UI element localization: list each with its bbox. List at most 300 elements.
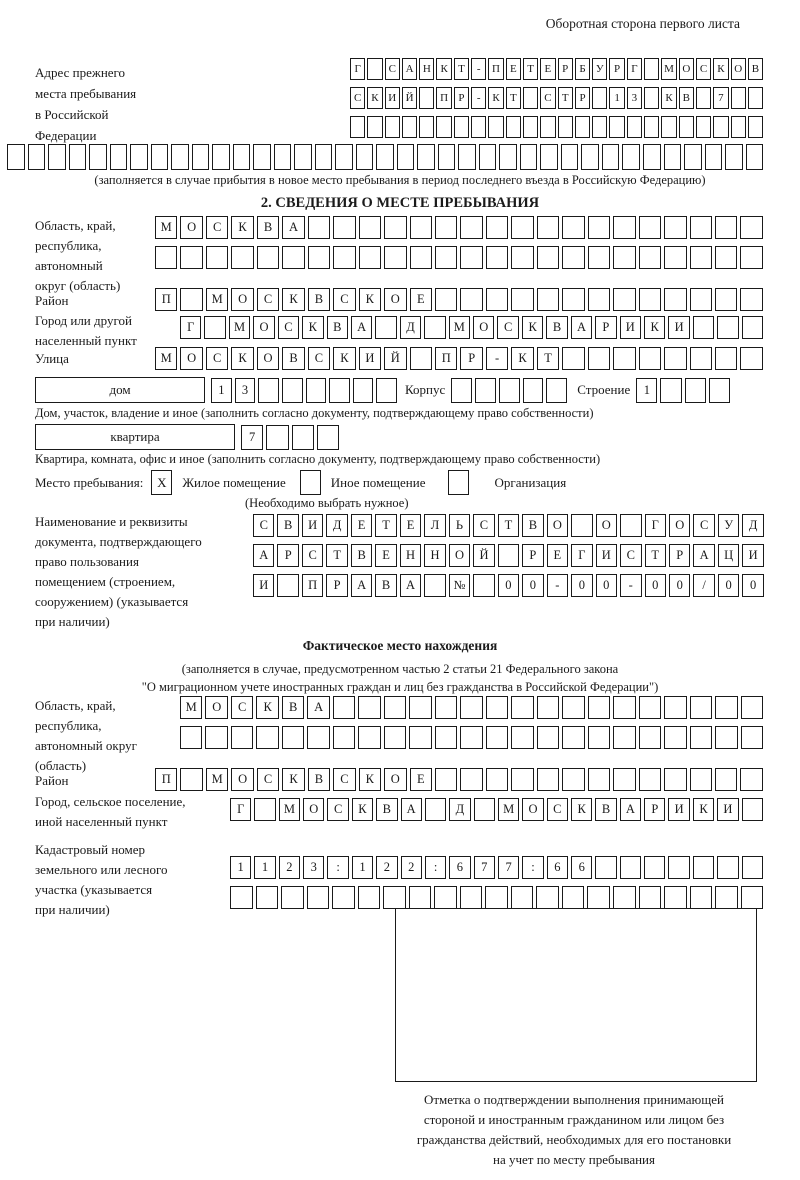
char-cell[interactable]: В — [327, 316, 348, 339]
char-cell[interactable] — [715, 886, 738, 909]
char-cell[interactable] — [435, 216, 457, 239]
char-cell[interactable] — [28, 144, 46, 170]
char-cell[interactable]: К — [367, 87, 382, 109]
char-cell[interactable]: Д — [449, 798, 470, 821]
char-cell[interactable] — [294, 144, 312, 170]
char-cell[interactable]: М — [206, 768, 228, 791]
char-cell[interactable]: 7 — [474, 856, 495, 879]
char-cell[interactable] — [475, 378, 496, 403]
char-cell[interactable]: Т — [537, 347, 559, 370]
char-cell[interactable]: 1 — [211, 378, 232, 403]
char-cell[interactable]: К — [333, 347, 355, 370]
char-cell[interactable] — [282, 378, 303, 403]
char-cell[interactable] — [460, 768, 482, 791]
char-cell[interactable] — [613, 347, 635, 370]
char-cell[interactable] — [359, 246, 381, 269]
char-cell[interactable] — [696, 87, 711, 109]
char-cell[interactable] — [419, 87, 434, 109]
char-cell[interactable] — [725, 144, 743, 170]
char-cell[interactable] — [485, 886, 508, 909]
char-cell[interactable] — [639, 288, 661, 311]
char-cell[interactable]: 3 — [303, 856, 324, 879]
char-cell[interactable] — [511, 246, 533, 269]
char-cell[interactable] — [609, 116, 624, 138]
char-cell[interactable] — [715, 288, 737, 311]
char-cell[interactable] — [180, 246, 202, 269]
char-cell[interactable] — [274, 144, 292, 170]
char-cell[interactable] — [425, 798, 446, 821]
char-cell[interactable]: 1 — [230, 856, 251, 879]
char-cell[interactable]: Р — [558, 58, 573, 80]
char-cell[interactable] — [587, 886, 610, 909]
char-cell[interactable]: В — [308, 288, 330, 311]
char-cell[interactable]: 1 — [609, 87, 624, 109]
char-cell[interactable]: : — [327, 856, 348, 879]
char-cell[interactable]: Г — [571, 544, 592, 567]
char-cell[interactable]: 0 — [718, 574, 739, 597]
char-cell[interactable]: М — [180, 696, 202, 719]
char-cell[interactable]: А — [351, 574, 372, 597]
char-cell[interactable]: С — [302, 544, 323, 567]
char-cell[interactable]: 0 — [669, 574, 690, 597]
char-cell[interactable]: С — [696, 58, 711, 80]
char-cell[interactable] — [660, 378, 681, 403]
char-cell[interactable] — [402, 116, 417, 138]
char-cell[interactable] — [620, 856, 641, 879]
char-cell[interactable]: 3 — [235, 378, 256, 403]
char-cell[interactable]: Й — [402, 87, 417, 109]
char-cell[interactable] — [664, 288, 686, 311]
char-cell[interactable] — [435, 768, 457, 791]
char-cell[interactable] — [639, 726, 661, 749]
char-cell[interactable] — [282, 246, 304, 269]
char-cell[interactable] — [562, 726, 584, 749]
char-cell[interactable] — [486, 726, 508, 749]
char-cell[interactable] — [741, 726, 763, 749]
char-cell[interactable] — [562, 216, 584, 239]
char-cell[interactable]: 0 — [498, 574, 519, 597]
char-cell[interactable] — [367, 58, 382, 80]
char-cell[interactable]: : — [522, 856, 543, 879]
char-cell[interactable]: Е — [506, 58, 521, 80]
char-cell[interactable]: С — [693, 514, 714, 537]
char-cell[interactable] — [523, 116, 538, 138]
char-cell[interactable]: И — [668, 316, 689, 339]
char-cell[interactable] — [451, 378, 472, 403]
char-cell[interactable]: Г — [627, 58, 642, 80]
char-cell[interactable] — [690, 768, 712, 791]
char-cell[interactable]: О — [231, 288, 253, 311]
char-cell[interactable]: Р — [277, 544, 298, 567]
char-cell[interactable]: С — [257, 768, 279, 791]
char-cell[interactable] — [575, 116, 590, 138]
char-cell[interactable] — [308, 246, 330, 269]
char-cell[interactable]: С — [540, 87, 555, 109]
char-cell[interactable] — [488, 116, 503, 138]
char-cell[interactable]: К — [282, 768, 304, 791]
char-cell[interactable]: К — [693, 798, 714, 821]
char-cell[interactable] — [523, 378, 544, 403]
char-cell[interactable]: Ц — [718, 544, 739, 567]
char-cell[interactable] — [664, 144, 682, 170]
char-cell[interactable] — [358, 886, 381, 909]
char-cell[interactable] — [537, 216, 559, 239]
char-cell[interactable] — [89, 144, 107, 170]
char-cell[interactable] — [644, 116, 659, 138]
char-cell[interactable] — [741, 696, 763, 719]
char-cell[interactable] — [748, 116, 763, 138]
char-cell[interactable]: 1 — [636, 378, 657, 403]
char-cell[interactable] — [356, 144, 374, 170]
char-cell[interactable]: А — [402, 58, 417, 80]
char-cell[interactable] — [350, 116, 365, 138]
char-cell[interactable] — [664, 726, 686, 749]
char-cell[interactable] — [717, 316, 738, 339]
char-cell[interactable]: К — [488, 87, 503, 109]
char-cell[interactable] — [435, 246, 457, 269]
char-cell[interactable]: - — [547, 574, 568, 597]
char-cell[interactable] — [613, 768, 635, 791]
char-cell[interactable] — [281, 886, 304, 909]
char-cell[interactable] — [434, 886, 457, 909]
char-cell[interactable] — [257, 246, 279, 269]
char-cell[interactable] — [562, 696, 584, 719]
char-cell[interactable] — [460, 216, 482, 239]
char-cell[interactable]: Р — [669, 544, 690, 567]
char-cell[interactable] — [664, 696, 686, 719]
char-cell[interactable]: В — [679, 87, 694, 109]
char-cell[interactable] — [685, 378, 706, 403]
char-cell[interactable] — [639, 886, 662, 909]
char-cell[interactable] — [511, 886, 534, 909]
char-cell[interactable]: В — [308, 768, 330, 791]
char-cell[interactable]: С — [206, 347, 228, 370]
char-cell[interactable] — [383, 886, 406, 909]
char-cell[interactable] — [690, 726, 712, 749]
char-cell[interactable]: У — [718, 514, 739, 537]
char-cell[interactable] — [384, 696, 406, 719]
char-cell[interactable] — [486, 696, 508, 719]
char-cell[interactable] — [486, 288, 508, 311]
char-cell[interactable]: С — [497, 316, 518, 339]
char-cell[interactable]: Й — [384, 347, 406, 370]
char-cell[interactable] — [664, 768, 686, 791]
char-cell[interactable]: Е — [400, 514, 421, 537]
char-cell[interactable]: Г — [645, 514, 666, 537]
char-cell[interactable]: В — [257, 216, 279, 239]
char-cell[interactable] — [581, 144, 599, 170]
char-cell[interactable]: О — [669, 514, 690, 537]
char-cell[interactable]: 6 — [547, 856, 568, 879]
char-cell[interactable]: 2 — [376, 856, 397, 879]
char-cell[interactable] — [424, 574, 445, 597]
char-cell[interactable] — [511, 768, 533, 791]
char-cell[interactable]: И — [620, 316, 641, 339]
char-cell[interactable] — [471, 116, 486, 138]
char-cell[interactable] — [506, 116, 521, 138]
char-cell[interactable] — [409, 726, 431, 749]
char-cell[interactable]: Е — [410, 288, 432, 311]
char-cell[interactable] — [639, 347, 661, 370]
char-cell[interactable] — [460, 246, 482, 269]
char-cell[interactable] — [376, 144, 394, 170]
char-cell[interactable]: 0 — [522, 574, 543, 597]
char-cell[interactable]: 7 — [241, 425, 263, 450]
char-cell[interactable] — [180, 288, 202, 311]
char-cell[interactable] — [192, 144, 210, 170]
char-cell[interactable] — [155, 246, 177, 269]
char-cell[interactable]: Е — [351, 514, 372, 537]
char-cell[interactable]: 6 — [571, 856, 592, 879]
char-cell[interactable] — [595, 856, 616, 879]
char-cell[interactable] — [385, 116, 400, 138]
char-cell[interactable]: Н — [419, 58, 434, 80]
char-cell[interactable]: К — [256, 696, 278, 719]
char-cell[interactable] — [639, 696, 661, 719]
char-cell[interactable]: В — [282, 696, 304, 719]
char-cell[interactable]: К — [302, 316, 323, 339]
char-cell[interactable] — [588, 726, 610, 749]
char-cell[interactable]: П — [302, 574, 323, 597]
stay-type-checkbox-organization[interactable] — [448, 470, 469, 495]
char-cell[interactable] — [479, 144, 497, 170]
char-cell[interactable]: Ь — [449, 514, 470, 537]
char-cell[interactable] — [454, 116, 469, 138]
char-cell[interactable]: М — [155, 347, 177, 370]
char-cell[interactable] — [315, 144, 333, 170]
char-cell[interactable] — [277, 574, 298, 597]
char-cell[interactable]: О — [384, 768, 406, 791]
char-cell[interactable] — [410, 347, 432, 370]
char-cell[interactable] — [644, 58, 659, 80]
char-cell[interactable]: К — [644, 316, 665, 339]
char-cell[interactable]: Б — [575, 58, 590, 80]
char-cell[interactable] — [537, 696, 559, 719]
char-cell[interactable]: К — [359, 768, 381, 791]
char-cell[interactable]: М — [498, 798, 519, 821]
char-cell[interactable] — [151, 144, 169, 170]
char-cell[interactable] — [740, 288, 762, 311]
char-cell[interactable]: А — [401, 798, 422, 821]
char-cell[interactable]: А — [253, 544, 274, 567]
char-cell[interactable]: В — [376, 798, 397, 821]
char-cell[interactable] — [537, 288, 559, 311]
char-cell[interactable]: К — [231, 216, 253, 239]
char-cell[interactable]: П — [488, 58, 503, 80]
char-cell[interactable] — [748, 87, 763, 109]
char-cell[interactable]: Р — [575, 87, 590, 109]
char-cell[interactable] — [110, 144, 128, 170]
char-cell[interactable]: С — [257, 288, 279, 311]
char-cell[interactable] — [69, 144, 87, 170]
char-cell[interactable]: К — [713, 58, 728, 80]
char-cell[interactable]: К — [231, 347, 253, 370]
char-cell[interactable]: В — [282, 347, 304, 370]
char-cell[interactable]: Т — [523, 58, 538, 80]
char-cell[interactable] — [588, 768, 610, 791]
char-cell[interactable] — [511, 216, 533, 239]
char-cell[interactable] — [540, 144, 558, 170]
char-cell[interactable] — [307, 886, 330, 909]
char-cell[interactable] — [562, 288, 584, 311]
char-cell[interactable] — [384, 246, 406, 269]
char-cell[interactable]: Р — [609, 58, 624, 80]
char-cell[interactable]: А — [307, 696, 329, 719]
char-cell[interactable] — [367, 116, 382, 138]
char-cell[interactable] — [333, 216, 355, 239]
char-cell[interactable]: 0 — [596, 574, 617, 597]
char-cell[interactable] — [335, 144, 353, 170]
char-cell[interactable] — [690, 696, 712, 719]
char-cell[interactable]: Н — [424, 544, 445, 567]
char-cell[interactable] — [540, 116, 555, 138]
char-cell[interactable] — [333, 246, 355, 269]
char-cell[interactable] — [664, 246, 686, 269]
char-cell[interactable]: 1 — [254, 856, 275, 879]
char-cell[interactable] — [741, 886, 764, 909]
char-cell[interactable] — [537, 768, 559, 791]
char-cell[interactable] — [537, 726, 559, 749]
char-cell[interactable]: М — [155, 216, 177, 239]
char-cell[interactable]: Т — [326, 544, 347, 567]
char-cell[interactable]: И — [302, 514, 323, 537]
char-cell[interactable]: П — [436, 87, 451, 109]
char-cell[interactable]: О — [473, 316, 494, 339]
char-cell[interactable]: И — [253, 574, 274, 597]
char-cell[interactable]: И — [717, 798, 738, 821]
char-cell[interactable]: Д — [400, 316, 421, 339]
char-cell[interactable]: Р — [644, 798, 665, 821]
char-cell[interactable]: 2 — [401, 856, 422, 879]
char-cell[interactable]: Е — [375, 544, 396, 567]
char-cell[interactable] — [329, 378, 350, 403]
char-cell[interactable]: С — [333, 288, 355, 311]
char-cell[interactable] — [205, 726, 227, 749]
char-cell[interactable] — [715, 696, 737, 719]
char-cell[interactable] — [562, 246, 584, 269]
char-cell[interactable] — [410, 216, 432, 239]
char-cell[interactable] — [731, 116, 746, 138]
char-cell[interactable] — [693, 316, 714, 339]
char-cell[interactable] — [180, 768, 202, 791]
char-cell[interactable]: Д — [326, 514, 347, 537]
char-cell[interactable] — [592, 116, 607, 138]
char-cell[interactable]: С — [278, 316, 299, 339]
char-cell[interactable]: Т — [454, 58, 469, 80]
char-cell[interactable]: К — [436, 58, 451, 80]
char-cell[interactable] — [206, 246, 228, 269]
char-cell[interactable] — [486, 246, 508, 269]
char-cell[interactable]: Г — [180, 316, 201, 339]
char-cell[interactable] — [520, 144, 538, 170]
char-cell[interactable] — [742, 798, 763, 821]
char-cell[interactable] — [499, 378, 520, 403]
char-cell[interactable]: 7 — [498, 856, 519, 879]
char-cell[interactable] — [664, 216, 686, 239]
char-cell[interactable]: К — [282, 288, 304, 311]
char-cell[interactable]: О — [449, 544, 470, 567]
char-cell[interactable]: А — [571, 316, 592, 339]
char-cell[interactable] — [562, 768, 584, 791]
char-cell[interactable]: С — [327, 798, 348, 821]
char-cell[interactable] — [358, 726, 380, 749]
stay-type-checkbox-residential[interactable]: X — [151, 470, 172, 495]
char-cell[interactable] — [460, 696, 482, 719]
char-cell[interactable] — [644, 856, 665, 879]
char-cell[interactable]: И — [742, 544, 763, 567]
char-cell[interactable] — [359, 216, 381, 239]
char-cell[interactable] — [130, 144, 148, 170]
char-cell[interactable]: - — [620, 574, 641, 597]
char-cell[interactable]: Н — [400, 544, 421, 567]
char-cell[interactable] — [558, 116, 573, 138]
char-cell[interactable] — [717, 856, 738, 879]
char-cell[interactable]: 1 — [352, 856, 373, 879]
char-cell[interactable] — [561, 144, 579, 170]
char-cell[interactable] — [690, 347, 712, 370]
char-cell[interactable] — [627, 116, 642, 138]
char-cell[interactable]: О — [180, 347, 202, 370]
char-cell[interactable] — [180, 726, 202, 749]
char-cell[interactable] — [592, 87, 607, 109]
char-cell[interactable] — [613, 216, 635, 239]
char-cell[interactable] — [639, 768, 661, 791]
char-cell[interactable]: П — [155, 288, 177, 311]
char-cell[interactable] — [613, 886, 636, 909]
char-cell[interactable]: С — [473, 514, 494, 537]
char-cell[interactable] — [602, 144, 620, 170]
char-cell[interactable] — [562, 347, 584, 370]
char-cell[interactable] — [511, 288, 533, 311]
char-cell[interactable] — [664, 886, 687, 909]
char-cell[interactable] — [333, 726, 355, 749]
char-cell[interactable]: А — [693, 544, 714, 567]
char-cell[interactable] — [256, 726, 278, 749]
char-cell[interactable] — [613, 288, 635, 311]
char-cell[interactable]: К — [571, 798, 592, 821]
char-cell[interactable]: 6 — [449, 856, 470, 879]
char-cell[interactable] — [256, 886, 279, 909]
char-cell[interactable] — [715, 726, 737, 749]
char-cell[interactable] — [436, 116, 451, 138]
char-cell[interactable]: П — [155, 768, 177, 791]
char-cell[interactable] — [231, 726, 253, 749]
char-cell[interactable] — [536, 886, 559, 909]
char-cell[interactable]: С — [547, 798, 568, 821]
char-cell[interactable]: 2 — [279, 856, 300, 879]
char-cell[interactable]: И — [385, 87, 400, 109]
char-cell[interactable] — [613, 726, 635, 749]
char-cell[interactable] — [48, 144, 66, 170]
char-cell[interactable] — [282, 726, 304, 749]
char-cell[interactable] — [715, 347, 737, 370]
char-cell[interactable] — [715, 246, 737, 269]
char-cell[interactable] — [537, 246, 559, 269]
char-cell[interactable] — [486, 768, 508, 791]
char-cell[interactable]: О — [596, 514, 617, 537]
char-cell[interactable] — [409, 696, 431, 719]
char-cell[interactable] — [233, 144, 251, 170]
char-cell[interactable]: В — [595, 798, 616, 821]
char-cell[interactable]: А — [282, 216, 304, 239]
char-cell[interactable] — [409, 886, 432, 909]
char-cell[interactable] — [212, 144, 230, 170]
char-cell[interactable] — [486, 216, 508, 239]
char-cell[interactable] — [511, 726, 533, 749]
char-cell[interactable]: С — [350, 87, 365, 109]
char-cell[interactable] — [639, 246, 661, 269]
char-cell[interactable]: В — [522, 514, 543, 537]
